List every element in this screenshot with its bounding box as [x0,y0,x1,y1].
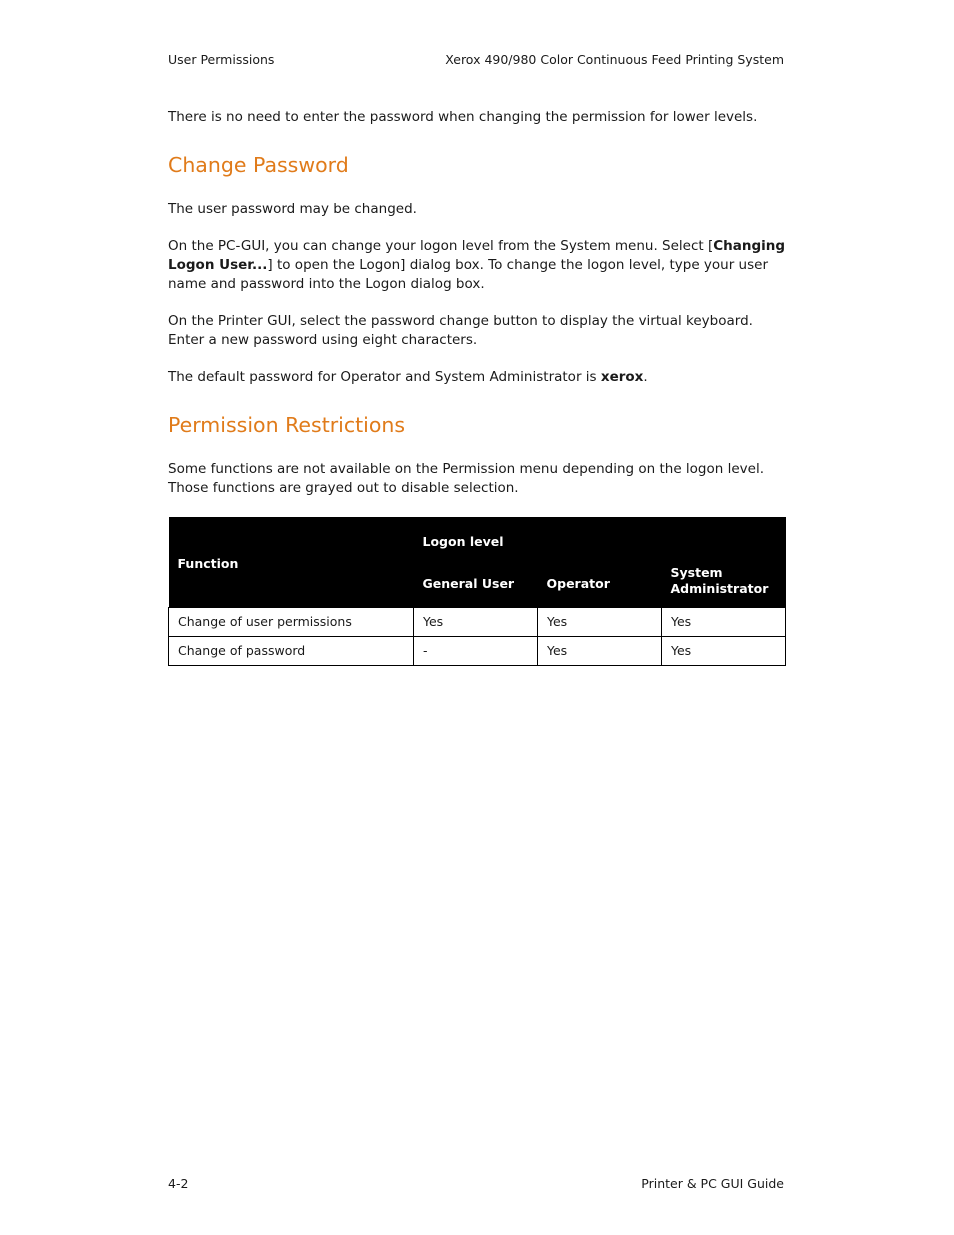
p2-text-a: On the PC-GUI, you can change your logon level from the System menu. Select [ [168,238,714,254]
row-value-general-user: Yes [414,607,538,636]
default-password: xerox [600,369,644,385]
change-password-paragraph-4 [168,368,786,387]
table-row [169,607,786,636]
footer-guide-title: Printer & PC GUI Guide [641,1176,784,1191]
header-title: Xerox 490/980 Color Continuous Feed Printing System [445,52,784,67]
change-password-heading: Change Password [168,153,349,177]
row-value-operator: Yes [538,607,662,636]
change-password-paragraph-1: The user password may be changed. [168,201,417,217]
p4-text-b: . [643,369,648,385]
change-password-paragraph-3: On the Printer GUI, select the password change button to display the virtual keyboard. Enter a new password using eight characters. [168,313,753,348]
function-header: Function [169,517,414,607]
menu-item-reference: Changing Logon User... [168,238,786,273]
intro-paragraph: There is no need to enter the password when changing the permission for lower levels. [168,109,758,125]
footer-page-number: 4-2 [168,1176,189,1191]
permission-restrictions-paragraph: Some functions are not available on the Permission menu depending on the logon level. Those functions are grayed out to disable selection. [168,461,764,496]
row-value-general-user: - [414,636,538,665]
p2-text-b: ] to open the Logon] dialog box. To change the logon level, type your user name and password into the Logon dialog box. [168,257,769,292]
logon-level-header: Logon level [414,517,786,561]
row-function: Change of user permissions [169,607,414,636]
header-section: User Permissions [168,52,275,67]
row-value-operator: Yes [538,636,662,665]
column-header-general-user: General User [414,561,538,607]
row-value-system-administrator: Yes [662,607,786,636]
permissions-table [168,517,786,666]
row-value-system-administrator: Yes [662,636,786,665]
change-password-paragraph-2 [168,237,786,294]
column-header-system-administrator: System Administrator [662,561,786,607]
table-row [169,636,786,665]
column-header-operator: Operator [538,561,662,607]
row-function: Change of password [169,636,414,665]
p4-text-a: The default password for Operator and System Administrator is [168,369,601,385]
permission-restrictions-heading: Permission Restrictions [168,413,406,437]
